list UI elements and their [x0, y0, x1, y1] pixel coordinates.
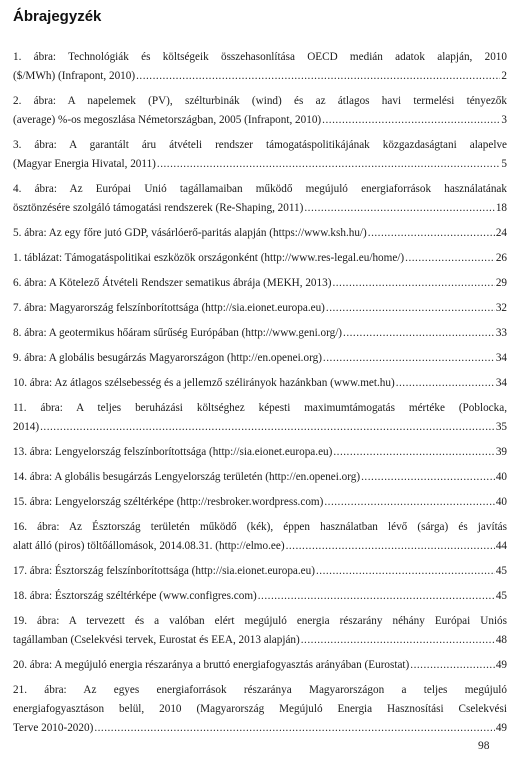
- figure-list-entry[interactable]: [13, 274, 507, 293]
- entry-text-line: 3. ábra: A garantált áru átvételi rendszer támogatáspolitikájának közgazdaságtani alapelve: [13, 139, 507, 151]
- dot-leader: [157, 155, 501, 174]
- entry-last-line: [13, 224, 507, 243]
- dot-leader: [326, 299, 495, 318]
- entry-page-number: 39: [495, 446, 507, 458]
- entry-text: 10. ábra: Az átlagos szélsebesség és a jellemző szélirányok hazánkban (www.met.hu): [13, 377, 395, 389]
- entry-page-number: 49: [495, 659, 507, 671]
- dot-leader: [258, 587, 495, 606]
- dot-leader: [361, 468, 495, 487]
- entry-last-line: [13, 493, 507, 512]
- figure-list-entry[interactable]: [13, 587, 507, 606]
- entry-page-number: 24: [495, 227, 507, 239]
- entry-text: 17. ábra: Észtország felszínborítottsága (http://sia.eionet.europa.eu): [13, 565, 315, 577]
- dot-leader: [316, 562, 495, 581]
- entry-page-number: 32: [495, 302, 507, 314]
- dot-leader: [333, 443, 494, 462]
- entry-text-line: 19. ábra: A tervezett és a valóban elért megújuló energia részarány néhány Európai Uniós: [13, 615, 507, 627]
- entry-last-line: [13, 562, 507, 581]
- dot-leader: [304, 199, 494, 218]
- entry-page-number: 2: [501, 70, 507, 82]
- figure-list-entry[interactable]: [13, 349, 507, 368]
- entry-text-line: energiafogyasztáson belül, 2010 (Magyarország Megújuló Energia Hasznosítási Cselekvési: [13, 703, 507, 715]
- dot-leader: [343, 324, 495, 343]
- entry-last-line: [13, 418, 507, 437]
- entry-last-line: [13, 374, 507, 393]
- entry-last-line: [13, 324, 507, 343]
- figure-list-entry[interactable]: [13, 136, 507, 174]
- entry-text-line: 11. ábra: A teljes beruházási költséghez képesti maximumtámogatás mértéke (Poblocka,: [13, 402, 507, 414]
- dot-leader: [368, 224, 495, 243]
- figure-list-entry[interactable]: [13, 681, 507, 738]
- dot-leader: [301, 631, 495, 650]
- entry-page-number: 34: [495, 377, 507, 389]
- figure-list-entry[interactable]: [13, 656, 507, 675]
- figure-list-entry[interactable]: [13, 612, 507, 650]
- entry-text-line: 1. ábra: Technológiák és költségeik összehasonlítása OECD medián adatok alapján, 2010: [13, 51, 507, 63]
- entry-page-number: 40: [495, 471, 507, 483]
- entry-text: 13. ábra: Lengyelország felszínborítottsága (http://sia.eionet.europa.eu): [13, 446, 333, 458]
- entry-text: 7. ábra: Magyarország felszínborítottsága (http://sia.eionet.europa.eu): [13, 302, 325, 314]
- entry-text: ($/MWh) (Infrapont, 2010): [13, 70, 136, 82]
- figure-list-entry[interactable]: [13, 443, 507, 462]
- entry-text: 5. ábra: Az egy főre jutó GDP, vásárlóerő-paritás alapján (https://www.ksh.hu/): [13, 227, 367, 239]
- figure-list-entry[interactable]: [13, 374, 507, 393]
- entry-last-line: [13, 443, 507, 462]
- entry-text: (Magyar Energia Hivatal, 2011): [13, 158, 156, 170]
- entry-text: 2014): [13, 421, 40, 433]
- entry-page-number: 5: [501, 158, 507, 170]
- entry-text: (average) %-os megoszlása Németországban, 2005 (Infrapont, 2010): [13, 114, 322, 126]
- entry-text: 20. ábra: A megújuló energia részaránya a bruttó energiafogyasztás arányában (Eurostat): [13, 659, 410, 671]
- entry-text: 9. ábra: A globális besugárzás Magyarországon (http://en.openei.org): [13, 352, 322, 364]
- entry-last-line: [13, 468, 507, 487]
- entry-text-line: 2. ábra: A napelemek (PV), szélturbinák (wind) és az átlagos havi termelési tényezők: [13, 95, 507, 107]
- dot-leader: [322, 111, 500, 130]
- figure-list-entry[interactable]: [13, 562, 507, 581]
- entry-last-line: [13, 631, 507, 650]
- page-number: 98: [478, 740, 490, 752]
- entry-page-number: 45: [495, 590, 507, 602]
- entry-last-line: [13, 274, 507, 293]
- entry-last-line: [13, 349, 507, 368]
- entry-last-line: [13, 537, 507, 556]
- dot-leader: [136, 67, 500, 86]
- figure-list-entry[interactable]: [13, 493, 507, 512]
- dot-leader: [323, 349, 495, 368]
- figure-list-entry[interactable]: [13, 299, 507, 318]
- dot-leader: [40, 418, 495, 437]
- figure-list-entry[interactable]: [13, 92, 507, 130]
- entry-text-line: 21. ábra: Az egyes energiaforrások részaránya Magyarországon a teljes megújuló: [13, 684, 507, 696]
- entry-last-line: [13, 111, 507, 130]
- dot-leader: [396, 374, 495, 393]
- entry-text-line: 4. ábra: Az Európai Unió tagállamaiban működő megújuló energiaforrások használatának: [13, 183, 507, 195]
- figure-list: [13, 48, 507, 744]
- figure-list-entry[interactable]: [13, 249, 507, 268]
- figure-list-entry[interactable]: [13, 48, 507, 86]
- entry-text: 8. ábra: A geotermikus hőáram sűrűség Európában (http://www.geni.org/): [13, 327, 343, 339]
- dot-leader: [405, 249, 495, 268]
- entry-page-number: 44: [495, 540, 507, 552]
- entry-text: 14. ábra: A globális besugárzás Lengyelország területén (http://en.openei.org): [13, 471, 361, 483]
- entry-text: Terve 2010-2020): [13, 722, 94, 734]
- figure-list-entry[interactable]: [13, 518, 507, 556]
- entry-text: 18. ábra: Észtország széltérképe (www.configres.com): [13, 590, 257, 602]
- entry-text: tagállamban (Cselekvési tervek, Eurostat és EEA, 2013 alapján): [13, 634, 300, 646]
- entry-last-line: [13, 67, 507, 86]
- entry-page-number: 33: [495, 327, 507, 339]
- entry-last-line: [13, 299, 507, 318]
- entry-page-number: 40: [495, 496, 507, 508]
- dot-leader: [286, 537, 495, 556]
- entry-page-number: 18: [495, 202, 507, 214]
- entry-page-number: 45: [495, 565, 507, 577]
- figure-list-entry[interactable]: [13, 324, 507, 343]
- dot-leader: [324, 493, 494, 512]
- entry-last-line: [13, 199, 507, 218]
- entry-last-line: [13, 249, 507, 268]
- entry-text: 15. ábra: Lengyelország széltérképe (http://resbroker.wordpress.com): [13, 496, 324, 508]
- entry-page-number: 29: [495, 277, 507, 289]
- entry-page-number: 49: [495, 722, 507, 734]
- figure-list-entry[interactable]: [13, 399, 507, 437]
- figure-list-entry[interactable]: [13, 224, 507, 243]
- entry-text: 6. ábra: A Kötelező Átvételi Rendszer sematikus ábrája (MEKH, 2013): [13, 277, 332, 289]
- figure-list-entry[interactable]: [13, 180, 507, 218]
- entry-page-number: 48: [495, 634, 507, 646]
- dot-leader: [410, 656, 495, 675]
- entry-last-line: [13, 656, 507, 675]
- entry-text: ösztönzésére szolgáló támogatási rendszerek (Re-Shaping, 2011): [13, 202, 304, 214]
- dot-leader: [94, 719, 495, 738]
- figure-list-entry[interactable]: [13, 468, 507, 487]
- entry-text: alatt álló (piros) töltőállomások, 2014.08.31. (http://elmo.ee): [13, 540, 285, 552]
- entry-text: 1. táblázat: Támogatáspolitikai eszközök országonként (http://www.res-legal.eu/home/): [13, 252, 405, 264]
- entry-text-line: 16. ábra: Az Észtország területén működő (kék), éppen használatban lévő (sárga) és javítás: [13, 521, 507, 533]
- entry-last-line: [13, 155, 507, 174]
- entry-last-line: [13, 587, 507, 606]
- dot-leader: [332, 274, 494, 293]
- page-heading: Ábrajegyzék: [13, 8, 102, 25]
- entry-page-number: 35: [495, 421, 507, 433]
- entry-last-line: [13, 719, 507, 738]
- entry-page-number: 34: [495, 352, 507, 364]
- entry-page-number: 26: [495, 252, 507, 264]
- entry-page-number: 3: [501, 114, 507, 126]
